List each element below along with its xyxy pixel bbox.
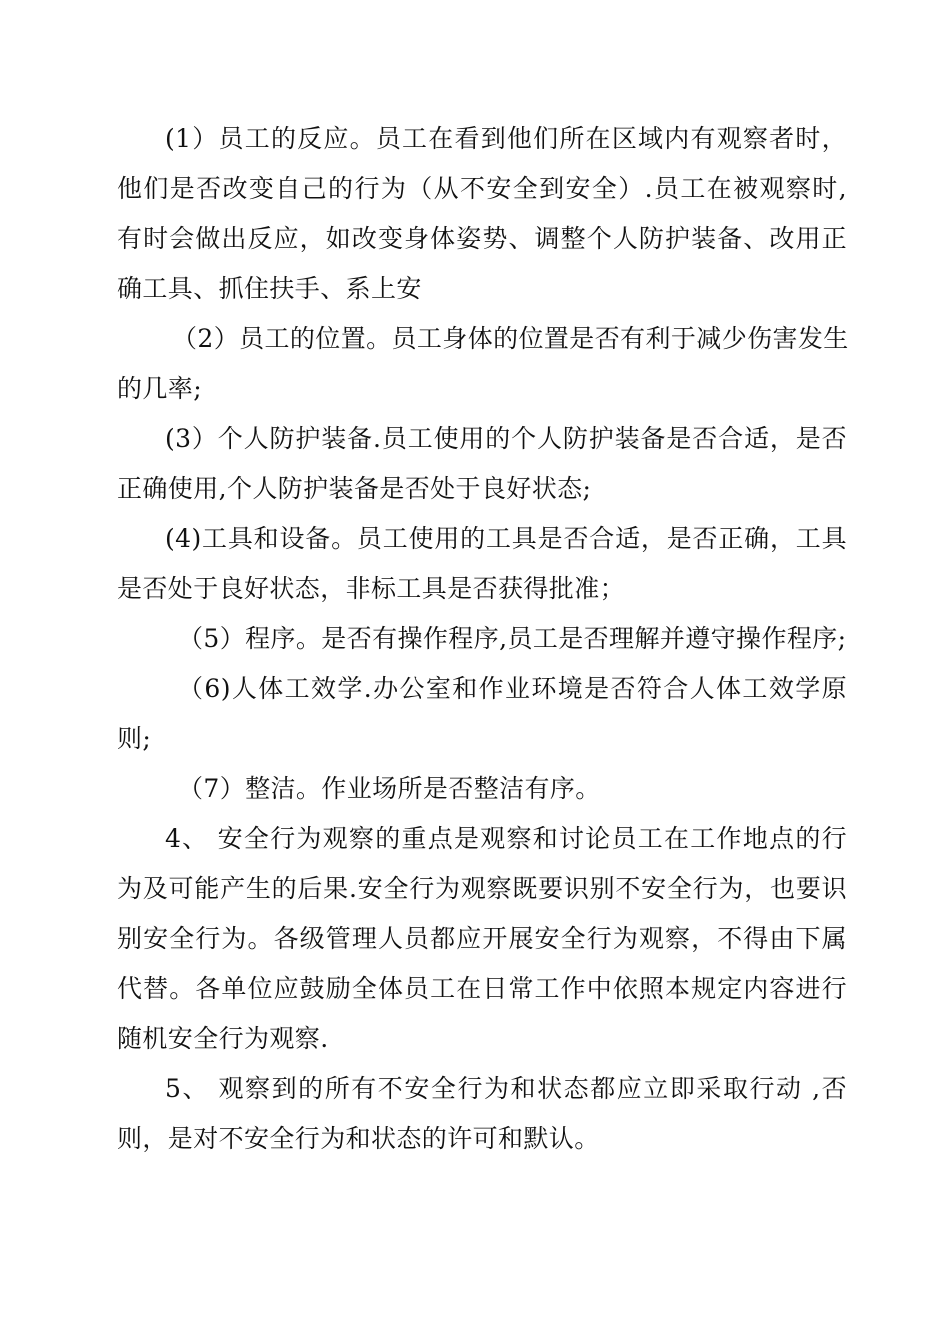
- paragraph-line: 随机安全行为观察.: [117, 1024, 329, 1053]
- paragraph-line: 5、 观察到的所有不安全行为和状态都应立即采取行动 ,否: [165, 1074, 847, 1103]
- paragraph-line: (3）个人防护装备.员工使用的个人防护装备是否合适，是否: [165, 424, 847, 453]
- paragraph-line: （5）程序。是否有操作程序,员工是否理解并遵守操作程序;: [178, 624, 847, 653]
- paragraph-line: 确工具、抓住扶手、系上安: [117, 274, 422, 303]
- paragraph-line: 是否处于良好状态，非标工具是否获得批准；: [117, 574, 626, 603]
- paragraph-line: (1）员工的反应。员工在看到他们所在区域内有观察者时，: [165, 124, 847, 153]
- paragraph-line: 4、 安全行为观察的重点是观察和讨论员工在工作地点的行: [165, 824, 847, 853]
- paragraph-line: 则;: [117, 724, 152, 753]
- paragraph-line: 他们是否改变自己的行为（从不安全到安全）.员工在被观察时,: [117, 174, 847, 203]
- paragraph-line: （7）整洁。作业场所是否整洁有序。: [178, 774, 601, 803]
- paragraph-line: 代替。各单位应鼓励全体员工在日常工作中依照本规定内容进行: [117, 974, 847, 1003]
- paragraph-line: 则，是对不安全行为和状态的许可和默认。: [117, 1124, 600, 1153]
- paragraph-line: 的几率;: [117, 374, 203, 403]
- paragraph-line: 别安全行为。各级管理人员都应开展安全行为观察，不得由下属: [117, 924, 847, 953]
- paragraph-line: (4)工具和设备。员工使用的工具是否合适，是否正确，工具: [165, 524, 847, 553]
- paragraph-line: 为及可能产生的后果.安全行为观察既要识别不安全行为，也要识: [117, 874, 847, 903]
- paragraph-line: 有时会做出反应，如改变身体姿势、调整个人防护装备、改用正: [117, 224, 847, 253]
- paragraph-line: （2）员工的位置。员工身体的位置是否有利于减少伤害发生: [172, 324, 849, 353]
- paragraph-line: 正确使用,个人防护装备是否处于良好状态;: [117, 474, 592, 503]
- paragraph-line: （6)人体工效学.办公室和作业环境是否符合人体工效学原: [178, 674, 847, 703]
